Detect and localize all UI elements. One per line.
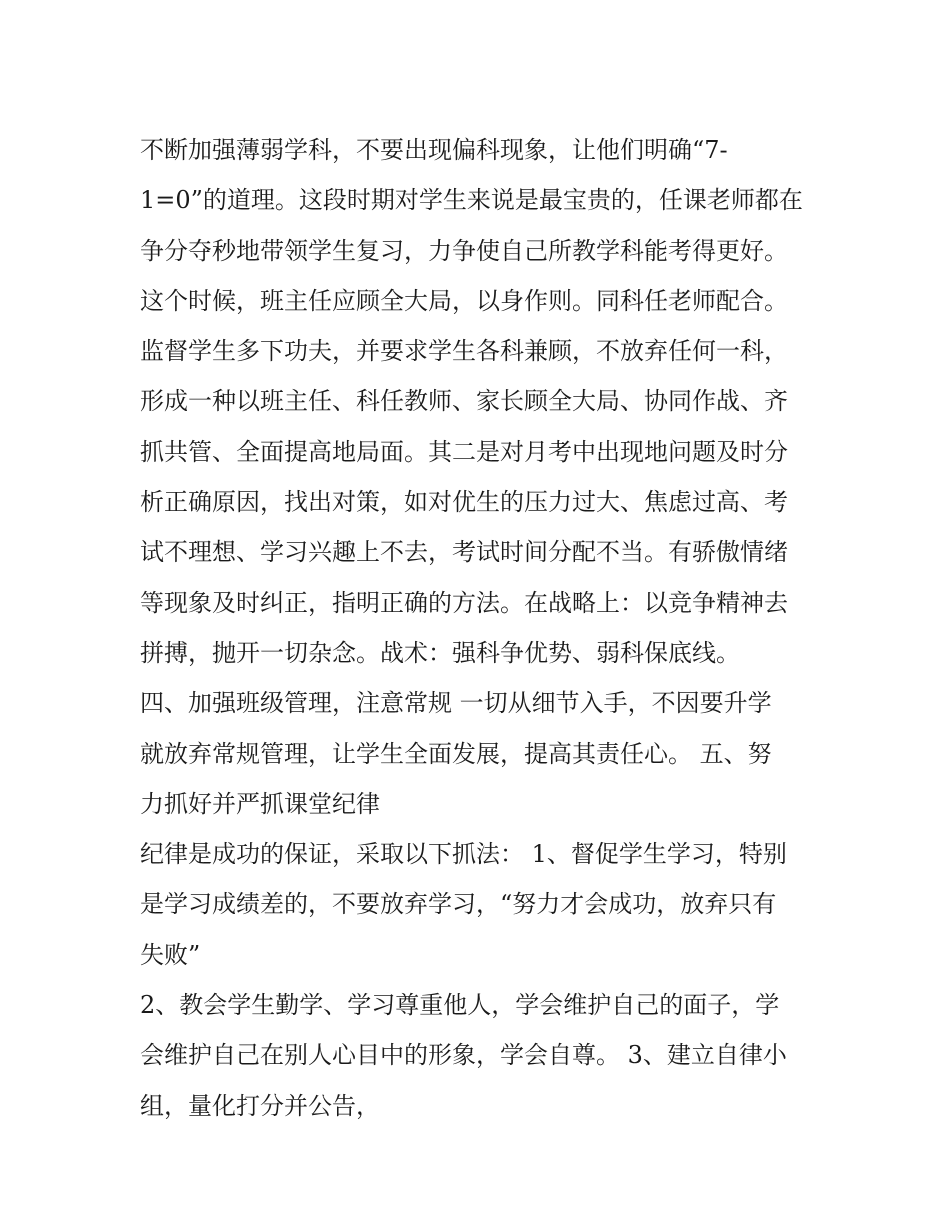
text-line: 形成一种以班主任、科任教师、家长顾全大局、协同作战、齐 [140, 387, 788, 416]
text-line: 失败” [140, 940, 201, 969]
text-line: 监督学生多下功夫，并要求学生各科兼顾，不放弃任何一科， [140, 337, 788, 366]
text-line: 析正确原因，找出对策，如对优生的压力过大、焦虑过高、考 [140, 488, 788, 517]
text-line: 等现象及时纠正，指明正确的方法。在战略上：以竞争精神去 [140, 588, 788, 617]
text-line: 2、教会学生勤学、学习尊重他人，学会维护自己的面子，学 [140, 991, 780, 1020]
text-line: 试不理想、学习兴趣上不去，考试时间分配不当。有骄傲情绪 [140, 538, 788, 567]
document-body [140, 137, 830, 1143]
text-line: 力抓好并严抓课堂纪律 [140, 789, 380, 818]
text-line: 四、加强班级管理，注意常规 一切从细节入手，不因要升学 [140, 689, 772, 718]
text-line: 争分夺秒地带领学生复习，力争使自己所教学科能考得更好。 [140, 236, 788, 265]
text-line: 这个时候，班主任应顾全大局，以身作则。同科任老师配合。 [140, 286, 788, 315]
text-line: 1=0”的道理。这段时期对学生来说是最宝贵的，任课老师都在 [140, 186, 803, 215]
text-line: 抓共管、全面提高地局面。其二是对月考中出现地问题及时分 [140, 437, 788, 466]
text-line: 就放弃常规管理，让学生全面发展，提高其责任心。 五、努 [140, 739, 772, 768]
text-line: 纪律是成功的保证，采取以下抓法： 1、督促学生学习，特别 [140, 840, 787, 869]
text-line: 不断加强薄弱学科，不要出现偏科现象，让他们明确“7- [140, 136, 728, 164]
text-line: 组，量化打分并公告， [140, 1091, 380, 1120]
text-line: 是学习成绩差的，不要放弃学习，“努力才会成功，放弃只有 [140, 890, 777, 919]
text-line: 拼搏，抛开一切杂念。战术：强科争优势、弱科保底线。 [140, 638, 740, 667]
text-line: 会维护自己在别人心目中的形象，学会自尊。 3、建立自律小 [140, 1041, 787, 1070]
